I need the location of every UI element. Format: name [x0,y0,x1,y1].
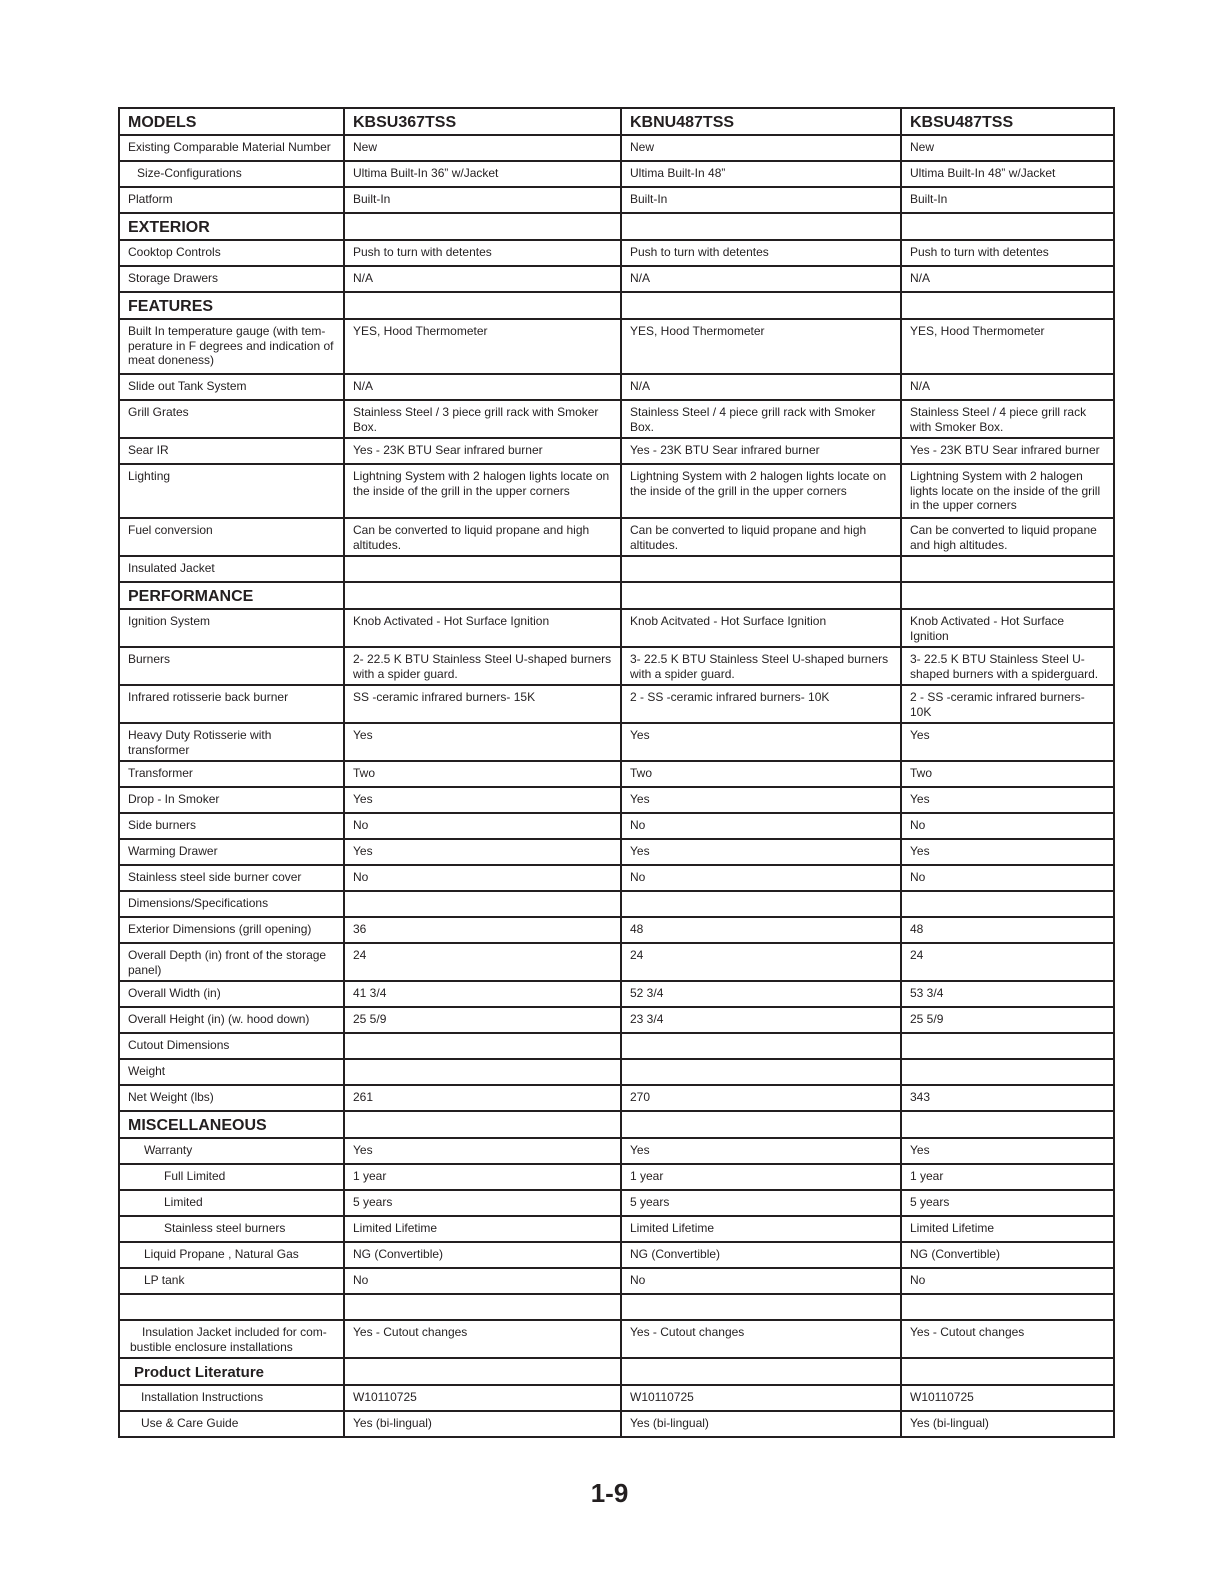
table-row [119,1320,1114,1358]
row-label: Burners [119,647,344,685]
section-header-row [119,1358,1114,1385]
table-cell: No [901,1268,1114,1294]
table-cell: Limited Lifetime [621,1216,901,1242]
table-cell: Can be converted to liquid propane and high altitudes. [901,518,1114,556]
table-cell: Yes [344,723,621,761]
table-cell: 2 - SS -ceramic infrared burners- 10K [901,685,1114,723]
table-cell: 1 year [621,1164,901,1190]
table-cell: 41 3/4 [344,981,621,1007]
table-row [119,556,1114,582]
table-row [119,723,1114,761]
table-cell: 52 3/4 [621,981,901,1007]
table-row [119,1411,1114,1437]
row-label: Fuel conversion [119,518,344,556]
table-cell [344,1358,621,1385]
table-cell [901,213,1114,240]
table-row [119,981,1114,1007]
table-cell [901,556,1114,582]
table-row [119,865,1114,891]
table-cell: SS -ceramic infrared burners- 15K [344,685,621,723]
table-row [119,266,1114,292]
table-row [119,685,1114,723]
section-title: MISCELLANEOUS [119,1111,344,1138]
table-row [119,609,1114,647]
table-cell: Two [901,761,1114,787]
row-label: Size-Configurations [119,161,344,187]
table-cell: N/A [901,374,1114,400]
table-cell: Ultima Built-In 36” w/Jacket [344,161,621,187]
row-label: Cooktop Controls [119,240,344,266]
table-cell [621,213,901,240]
section-header-row [119,582,1114,609]
table-row [119,1268,1114,1294]
table-cell: W10110725 [621,1385,901,1411]
table-cell: No [901,813,1114,839]
header-cell: KBNU487TSS [621,108,901,135]
section-title: PERFORMANCE [119,582,344,609]
table-cell [344,292,621,319]
table-cell: 24 [621,943,901,981]
table-cell: Built-In [621,187,901,213]
table-cell [901,292,1114,319]
table-cell: Yes [621,723,901,761]
table-cell: 5 years [344,1190,621,1216]
table-cell: Built-In [901,187,1114,213]
table-cell: NG (Convertible) [344,1242,621,1268]
table-cell: Stainless Steel / 3 piece grill rack with Smoker Box. [344,400,621,438]
table-row [119,1294,1114,1320]
table-cell: Push to turn with detentes [621,240,901,266]
table-cell: Yes [344,1138,621,1164]
table-cell: Can be converted to liquid propane and high altitudes. [344,518,621,556]
table-cell [621,891,901,917]
table-cell: Stainless Steel / 4 piece grill rack with Smoker Box. [621,400,901,438]
table-cell: W10110725 [901,1385,1114,1411]
table-cell: Yes (bi-lingual) [344,1411,621,1437]
table-row [119,135,1114,161]
table-cell: Lightning System with 2 halogen lights locate on the inside of the grill in the upper corners [901,464,1114,518]
table-cell: Yes - Cutout changes [901,1320,1114,1358]
table-cell: N/A [621,266,901,292]
table-cell [621,582,901,609]
table-cell: Yes [901,1138,1114,1164]
header-cell: KBSU487TSS [901,108,1114,135]
table-cell: No [344,865,621,891]
table-cell: 48 [621,917,901,943]
row-label: Net Weight (lbs) [119,1085,344,1111]
row-label: Installation Instructions [119,1385,344,1411]
table-cell: 23 3/4 [621,1007,901,1033]
table-cell [901,1358,1114,1385]
table-row [119,1242,1114,1268]
table-cell: 25 5/9 [344,1007,621,1033]
table-cell: Push to turn with detentes [901,240,1114,266]
section-header-row [119,292,1114,319]
table-header-row [119,108,1114,135]
row-label: Use & Care Guide [119,1411,344,1437]
table-cell: Knob Activated - Hot Surface Ignition [344,609,621,647]
table-cell [621,556,901,582]
table-row [119,943,1114,981]
row-label: Drop - In Smoker [119,787,344,813]
table-cell: 1 year [344,1164,621,1190]
table-cell: Two [621,761,901,787]
table-cell [344,213,621,240]
header-cell: KBSU367TSS [344,108,621,135]
table-row [119,787,1114,813]
table-cell: Yes [621,787,901,813]
section-header-row [119,1111,1114,1138]
spec-table [118,107,1115,1438]
table-cell: Limited Lifetime [344,1216,621,1242]
table-cell: N/A [344,374,621,400]
table-cell: 1 year [901,1164,1114,1190]
table-cell: Lightning System with 2 halogen lights locate on the inside of the grill in the upper corners [344,464,621,518]
table-cell: Yes [901,787,1114,813]
table-cell [621,1111,901,1138]
table-cell [621,292,901,319]
table-row [119,400,1114,438]
row-label: Stainless steel burners [119,1216,344,1242]
row-label: Stainless steel side burner cover [119,865,344,891]
row-label: Infrared rotisserie back burner [119,685,344,723]
table-cell: N/A [901,266,1114,292]
table-cell: Lightning System with 2 halogen lights locate on the inside of the grill in the upper corners [621,464,901,518]
table-cell: Yes - 23K BTU Sear infrared burner [344,438,621,464]
table-cell: N/A [621,374,901,400]
table-cell [344,582,621,609]
table-row [119,1385,1114,1411]
row-label: Overall Width (in) [119,981,344,1007]
table-cell: Yes [621,839,901,865]
table-cell: 53 3/4 [901,981,1114,1007]
table-row [119,813,1114,839]
table-cell: Yes [344,787,621,813]
table-cell: Yes (bi-lingual) [901,1411,1114,1437]
table-cell [344,1033,621,1059]
table-cell: 343 [901,1085,1114,1111]
table-row [119,1216,1114,1242]
row-label: Platform [119,187,344,213]
table-cell: 2 - SS -ceramic infrared burners- 10K [621,685,901,723]
row-label: Limited [119,1190,344,1216]
table-cell: New [344,135,621,161]
table-cell: 36 [344,917,621,943]
table-row [119,518,1114,556]
table-cell: 24 [344,943,621,981]
table-cell [344,556,621,582]
table-cell: YES, Hood Thermometer [901,319,1114,374]
table-cell: Push to turn with detentes [344,240,621,266]
row-label: Overall Depth (in) front of the storage panel) [119,943,344,981]
table-cell: YES, Hood Thermometer [621,319,901,374]
row-label: Built In temperature gauge (with tem-perature in F degrees and indication of meat doneness) [119,319,344,374]
row-label: Insulation Jacket included for com-bustible enclosure installations [119,1320,344,1358]
table-cell: 24 [901,943,1114,981]
table-row [119,319,1114,374]
row-label: Dimensions/Specifications [119,891,344,917]
table-row [119,1085,1114,1111]
table-cell: Ultima Built-In 48” w/Jacket [901,161,1114,187]
row-label: Cutout Dimensions [119,1033,344,1059]
section-title: EXTERIOR [119,213,344,240]
table-cell [344,891,621,917]
table-row [119,1007,1114,1033]
table-cell: No [621,865,901,891]
page-number: 1-9 [590,1478,629,1508]
row-label: Slide out Tank System [119,374,344,400]
table-cell [344,1294,621,1320]
table-cell: No [344,1268,621,1294]
table-cell: No [901,865,1114,891]
row-label: Existing Comparable Material Number [119,135,344,161]
table-cell: New [621,135,901,161]
table-cell [901,1111,1114,1138]
table-row [119,917,1114,943]
table-row [119,1164,1114,1190]
table-row [119,374,1114,400]
row-label: Warming Drawer [119,839,344,865]
table-cell [901,1294,1114,1320]
table-row [119,464,1114,518]
row-label: Liquid Propane , Natural Gas [119,1242,344,1268]
table-row [119,1033,1114,1059]
table-cell [901,582,1114,609]
section-header-row [119,213,1114,240]
row-label: Weight [119,1059,344,1085]
table-cell: 3- 22.5 K BTU Stainless Steel U-shaped burners with a spider guard. [621,647,901,685]
table-cell: Knob Acitvated - Hot Surface Ignition [621,609,901,647]
row-label: Full Limited [119,1164,344,1190]
row-label: Heavy Duty Rotisserie with transformer [119,723,344,761]
table-cell [621,1294,901,1320]
table-cell: Yes (bi-lingual) [621,1411,901,1437]
row-label: Lighting [119,464,344,518]
header-cell: MODELS [119,108,344,135]
table-cell: YES, Hood Thermometer [344,319,621,374]
row-label: Ignition System [119,609,344,647]
table-cell: No [621,813,901,839]
row-label: Side burners [119,813,344,839]
table-row [119,1138,1114,1164]
table-row [119,647,1114,685]
table-cell: Yes [621,1138,901,1164]
table-row [119,761,1114,787]
table-cell: Knob Activated - Hot Surface Ignition [901,609,1114,647]
section-title: FEATURES [119,292,344,319]
table-cell: No [621,1268,901,1294]
table-cell: Built-In [344,187,621,213]
section-title: Product Literature [119,1358,344,1385]
table-cell: N/A [344,266,621,292]
table-cell [344,1111,621,1138]
row-label: Grill Grates [119,400,344,438]
table-row [119,240,1114,266]
table-cell: New [901,135,1114,161]
table-cell: No [344,813,621,839]
table-row [119,891,1114,917]
table-cell [901,1033,1114,1059]
table-cell [621,1033,901,1059]
table-cell [621,1059,901,1085]
table-row [119,438,1114,464]
table-cell: 5 years [621,1190,901,1216]
table-cell: Limited Lifetime [901,1216,1114,1242]
table-cell: NG (Convertible) [621,1242,901,1268]
row-label: Insulated Jacket [119,556,344,582]
row-label: Storage Drawers [119,266,344,292]
row-label: LP tank [119,1268,344,1294]
table-cell [901,891,1114,917]
table-cell: 25 5/9 [901,1007,1114,1033]
table-cell: Can be converted to liquid propane and high altitudes. [621,518,901,556]
table-row [119,839,1114,865]
row-label: Transformer [119,761,344,787]
table-cell: Yes - Cutout changes [344,1320,621,1358]
table-cell [901,1059,1114,1085]
table-cell: 261 [344,1085,621,1111]
table-cell: NG (Convertible) [901,1242,1114,1268]
table-cell: Ultima Built-In 48” [621,161,901,187]
table-cell: Yes [344,839,621,865]
table-row [119,187,1114,213]
table-cell [621,1358,901,1385]
row-label: Overall Height (in) (w. hood down) [119,1007,344,1033]
row-label: Sear IR [119,438,344,464]
table-cell: 5 years [901,1190,1114,1216]
table-cell: Yes [901,839,1114,865]
row-label: Exterior Dimensions (grill opening) [119,917,344,943]
table-cell: Stainless Steel / 4 piece grill rack with Smoker Box. [901,400,1114,438]
table-row [119,161,1114,187]
table-row [119,1190,1114,1216]
table-cell: Yes - 23K BTU Sear infrared burner [901,438,1114,464]
table-cell: W10110725 [344,1385,621,1411]
table-cell: 270 [621,1085,901,1111]
table-cell: Two [344,761,621,787]
table-cell: 48 [901,917,1114,943]
row-label [119,1294,344,1320]
table-cell: Yes [901,723,1114,761]
table-cell: Yes - Cutout changes [621,1320,901,1358]
table-cell: Yes - 23K BTU Sear infrared burner [621,438,901,464]
table-cell [344,1059,621,1085]
row-label: Warranty [119,1138,344,1164]
table-cell: 3- 22.5 K BTU Stainless Steel U-shaped burners with a spiderguard. [901,647,1114,685]
table-cell: 2- 22.5 K BTU Stainless Steel U-shaped burners with a spider guard. [344,647,621,685]
table-row [119,1059,1114,1085]
